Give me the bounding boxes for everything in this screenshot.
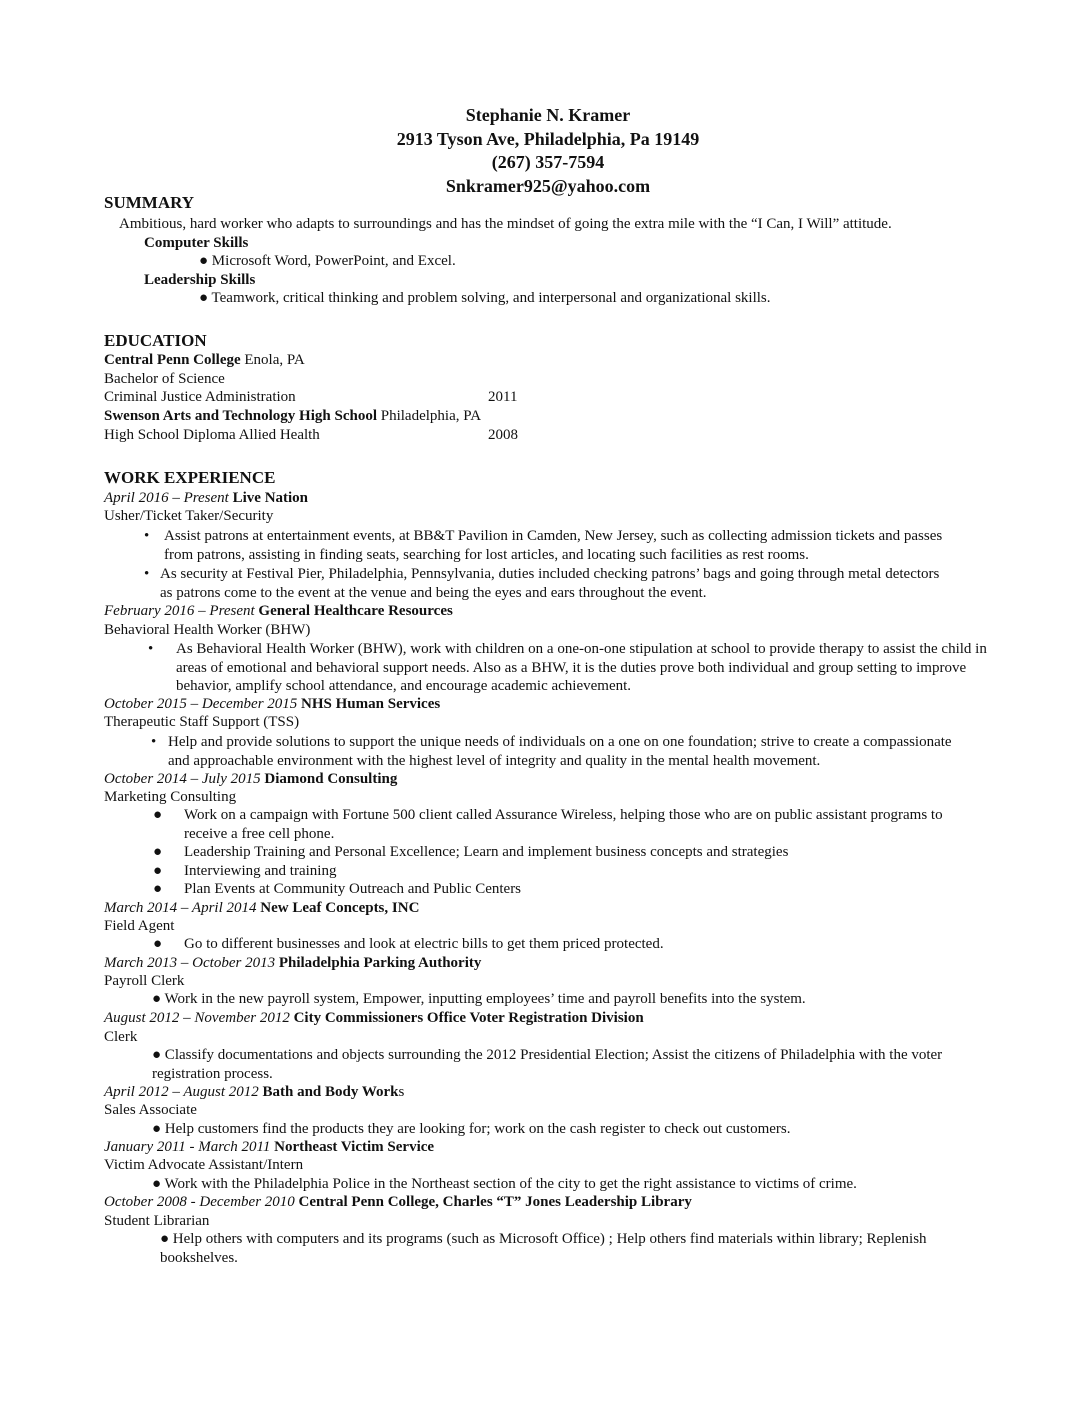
job-dates: March 2014 – April 2014	[104, 900, 257, 916]
computer-skills-item: ● Microsoft Word, PowerPoint, and Excel.	[199, 253, 456, 269]
job-employer: Diamond Consulting	[260, 771, 398, 787]
job-dates: August 2012 – November 2012	[104, 1010, 290, 1026]
bullet-marker: •	[144, 566, 150, 582]
candidate-address: 2913 Tyson Ave, Philadelphia, Pa 19149	[396, 128, 700, 149]
job-dates: April 2012 – August 2012	[104, 1084, 259, 1100]
resume-header	[0, 104, 1088, 198]
job-role: Therapeutic Staff Support (TSS)	[104, 714, 300, 730]
school-2-location: Philadelphia, PA	[377, 408, 482, 424]
job-heading	[104, 1083, 404, 1102]
job-role: Payroll Clerk	[104, 973, 185, 989]
education-degree-1: Bachelor of Science	[104, 371, 225, 387]
job-heading	[104, 489, 308, 508]
summary-title: SUMMARY	[104, 193, 195, 212]
job-heading	[104, 954, 481, 973]
bullet-marker: ●	[153, 863, 163, 879]
candidate-phone: (267) 357-7594	[491, 152, 605, 172]
job-role: Marketing Consulting	[104, 789, 237, 805]
bullet-marker: ●	[153, 881, 163, 897]
job-heading	[104, 1009, 644, 1028]
job-role: Victim Advocate Assistant/Intern	[104, 1157, 304, 1173]
job-bullet: Help and provide solutions to support the unique needs of individuals on a one on one foundation; strive to create a compassionate and approachable environment with the highest level of integrity and quality in the mental health movement.	[168, 734, 952, 769]
education-school-1	[104, 351, 305, 370]
summary-text: Ambitious, hard worker who adapts to surroundings and has the mindset of going the extra mile with the “I Can, I Will” attitude.	[119, 216, 892, 232]
job-role: Clerk	[104, 1029, 138, 1045]
candidate-email[interactable]: Snkramer925@yahoo.com	[445, 175, 651, 196]
bullet-marker: ●	[153, 807, 163, 823]
leadership-skills-label: Leadership Skills	[144, 272, 256, 288]
job-dates: October 2015 – December 2015	[104, 696, 298, 712]
job-dates: February 2016 – Present	[104, 603, 255, 619]
school-2-name: Swenson Arts and Technology High School	[104, 408, 377, 424]
job-heading	[104, 695, 440, 714]
education-major-1: Criminal Justice Administration	[104, 389, 296, 405]
computer-skills-label: Computer Skills	[144, 235, 249, 251]
job-employer: New Leaf Concepts, INC	[256, 900, 420, 916]
job-dates: October 2008 - December 2010	[104, 1194, 295, 1210]
job-role: Sales Associate	[104, 1102, 197, 1118]
education-degree-2: High School Diploma Allied Health	[104, 427, 320, 443]
bullet-marker: •	[151, 734, 157, 750]
job-employer: Central Penn College, Charles “T” Jones Leadership Library	[294, 1194, 692, 1210]
job-role: Behavioral Health Worker (BHW)	[104, 622, 311, 638]
bullet-marker: •	[144, 528, 150, 544]
school-1-location: Enola, PA	[240, 352, 305, 368]
job-bullet: As Behavioral Health Worker (BHW), work with children on a one-on-one stipulation at school to provide therapy to assist the child in areas of emotional and behavioral support needs. Also as a BHW, it is the duties prove both individual and group setting to improve behavior, amplify school attendance, and encourage academic achievement.	[176, 641, 987, 694]
job-bullet: ● Help customers find the products they are looking for; work on the cash register to check out customers.	[152, 1121, 791, 1137]
job-bullet: Interviewing and training	[184, 863, 337, 879]
job-heading	[104, 770, 397, 789]
candidate-name: Stephanie N. Kramer	[465, 105, 631, 125]
job-role: Student Librarian	[104, 1213, 210, 1229]
job-dates: March 2013 – October 2013	[104, 955, 276, 971]
school-1-name: Central Penn College	[104, 352, 241, 368]
job-bullet: Go to different businesses and look at electric bills to get them priced protected.	[184, 936, 664, 952]
job-employer-tail: s	[398, 1084, 405, 1100]
work-title: WORK EXPERIENCE	[104, 468, 276, 487]
education-school-2	[104, 407, 481, 426]
job-bullet: As security at Festival Pier, Philadelphia, Pennsylvania, duties included checking patrons’ bags and going through metal detectors as patrons come to the event at the venue and being the eyes and ears throughout the event.	[160, 566, 940, 601]
job-dates: April 2016 – Present	[104, 490, 229, 506]
education-year-1: 2011	[488, 389, 518, 405]
education-year-2: 2008	[488, 427, 518, 443]
job-heading	[104, 602, 453, 621]
job-employer: General Healthcare Resources	[254, 603, 453, 619]
job-heading	[104, 1193, 692, 1212]
job-dates: October 2014 – July 2015	[104, 771, 261, 787]
leadership-skills-item: ● Teamwork, critical thinking and problem solving, and interpersonal and organizational skills.	[199, 290, 771, 306]
job-bullet: Plan Events at Community Outreach and Public Centers	[184, 881, 522, 897]
job-role: Usher/Ticket Taker/Security	[104, 508, 274, 524]
job-heading	[104, 899, 419, 918]
job-bullet: Leadership Training and Personal Excellence; Learn and implement business concepts and strategies	[184, 844, 789, 860]
job-employer: City Commissioners Office Voter Registration Division	[289, 1010, 644, 1026]
job-employer: Live Nation	[228, 490, 309, 506]
job-heading	[104, 1138, 434, 1157]
job-dates: January 2011 - March 2011	[104, 1139, 271, 1155]
education-title: EDUCATION	[104, 331, 207, 350]
job-bullet: Assist patrons at entertainment events, at BB&T Pavilion in Camden, New Jersey, such as collecting admission tickets and passes from patrons, assisting in finding seats, searching for lost articles, and locating such facilities as rest rooms.	[164, 528, 943, 563]
job-employer: Bath and Body Work	[258, 1084, 399, 1100]
bullet-marker: ●	[153, 936, 163, 952]
job-employer: Philadelphia Parking Authority	[275, 955, 482, 971]
job-bullet: Work on a campaign with Fortune 500 client called Assurance Wireless, helping those who are on public assistant programs to receive a free cell phone.	[184, 807, 943, 842]
job-role: Field Agent	[104, 918, 175, 934]
job-bullet: ● Classify documentations and objects surrounding the 2012 Presidential Election; Assist the citizens of Philadelphia with the voter registration process.	[152, 1047, 943, 1082]
job-bullet: ● Help others with computers and its programs (such as Microsoft Office) ; Help others find materials within library; Replenish bookshelves.	[160, 1231, 927, 1266]
job-bullet: ● Work in the new payroll system, Empower, inputting employees’ time and payroll benefits into the system.	[152, 991, 806, 1007]
bullet-marker: ●	[153, 844, 163, 860]
bullet-marker: •	[148, 641, 154, 657]
job-bullet: ● Work with the Philadelphia Police in the Northeast section of the city to get the right assistance to victims of crime.	[152, 1176, 857, 1192]
job-employer: Northeast Victim Service	[270, 1139, 435, 1155]
job-employer: NHS Human Services	[297, 696, 441, 712]
